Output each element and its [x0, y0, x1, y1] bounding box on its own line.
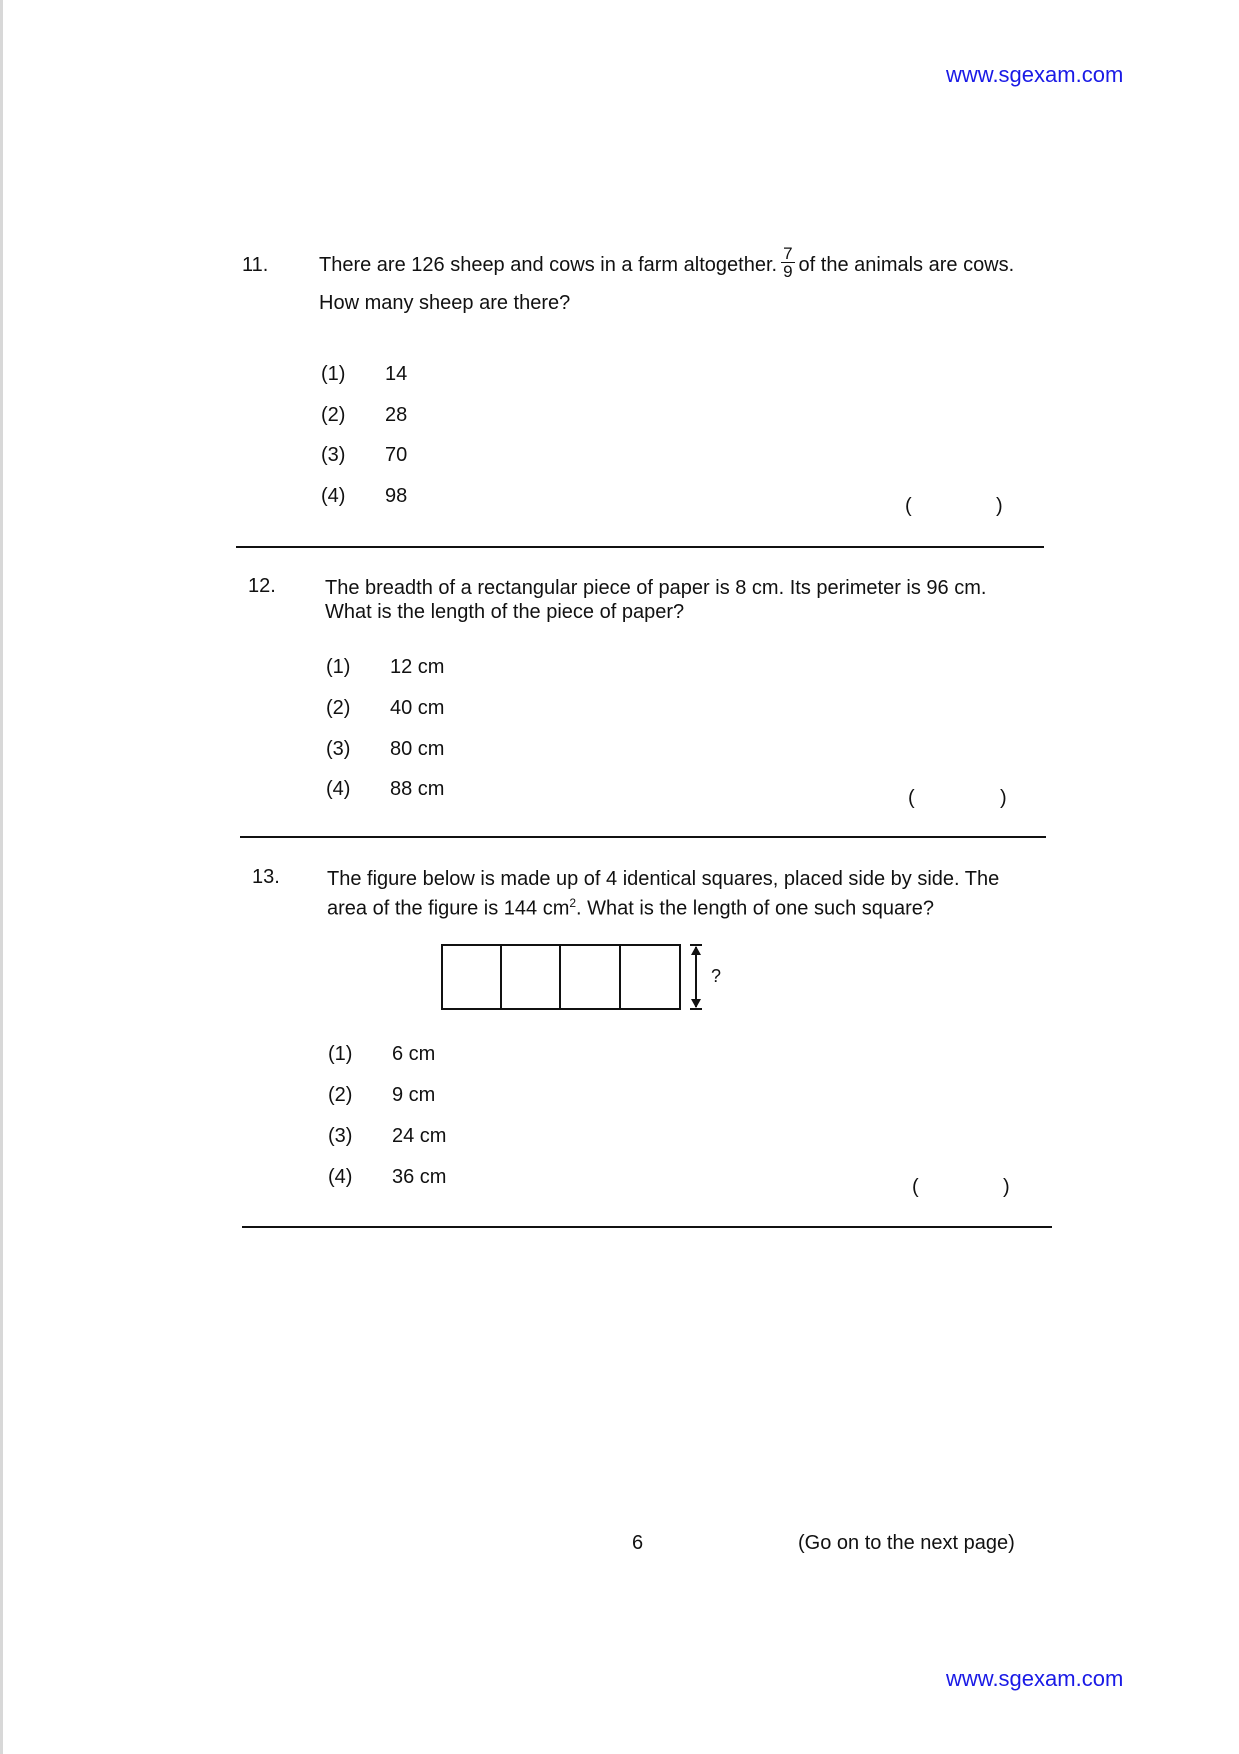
option-label: (4): [326, 778, 351, 800]
option-label: (3): [328, 1125, 353, 1147]
q11-answer-open-paren: (: [905, 495, 912, 517]
divider-after-q12: [240, 836, 1046, 838]
question-11-line2: How many sheep are there?: [319, 292, 571, 314]
option-value: 12 cm: [390, 656, 445, 678]
option-label: (1): [328, 1043, 353, 1065]
question-13-line1: The figure below is made up of 4 identical squares, placed side by side. The: [327, 868, 1000, 890]
option-value: 70: [385, 444, 408, 466]
question-13-line2: [327, 890, 1047, 922]
question-13-number: 13.: [252, 866, 280, 888]
option-value: 88 cm: [390, 778, 445, 800]
dimension-label: ?: [711, 966, 722, 986]
fraction-denominator: 9: [783, 262, 793, 281]
question-11-text-start: There are 126 sheep and cows in a farm altogether.: [319, 253, 778, 276]
four-squares-figure: [441, 944, 741, 1020]
option-label: (4): [321, 485, 346, 507]
option-value: 24 cm: [392, 1125, 447, 1147]
option-label: (3): [326, 738, 351, 760]
q12-answer-close-paren: ): [1000, 787, 1007, 809]
option-value: 6 cm: [392, 1043, 436, 1065]
arrow-up-icon: [691, 946, 701, 955]
q11-answer-close-paren: ): [996, 495, 1003, 517]
option-label: (1): [326, 656, 351, 678]
question-12-line1: The breadth of a rectangular piece of paper is 8 cm. Its perimeter is 96 cm.: [325, 577, 987, 599]
fraction-numerator: 7: [783, 244, 793, 263]
question-11-fraction: [781, 245, 794, 280]
option-label: (2): [326, 697, 351, 719]
question-11-text-end: of the animals are cows.: [798, 253, 1015, 276]
question-11-text: [319, 244, 1039, 283]
question-11-number: 11.: [242, 254, 269, 276]
option-value: 40 cm: [390, 697, 445, 719]
option-label: (2): [321, 404, 346, 426]
option-value: 98: [385, 485, 408, 507]
option-label: (4): [328, 1166, 353, 1188]
option-label: (2): [328, 1084, 353, 1106]
question-12-number: 12.: [248, 575, 276, 597]
option-value: 36 cm: [392, 1166, 447, 1188]
q12-answer-open-paren: (: [908, 787, 915, 809]
superscript-2: 2: [569, 896, 577, 910]
divider-after-q13: [242, 1226, 1052, 1228]
header-site-link[interactable]: www.sgexam.com: [946, 62, 1124, 87]
option-value: 28: [385, 404, 408, 426]
option-value: 14: [385, 363, 408, 385]
question-13-line2-end: . What is the length of one such square?: [576, 897, 935, 920]
page-number: 6: [632, 1532, 644, 1554]
question-13-line2-start: area of the figure is 144 cm: [327, 897, 570, 920]
option-label: (1): [321, 363, 346, 385]
option-value: 9 cm: [392, 1084, 436, 1106]
continue-notice: (Go on to the next page): [798, 1532, 1015, 1554]
footer-site-link[interactable]: www.sgexam.com: [946, 1666, 1124, 1691]
q13-answer-close-paren: ): [1003, 1176, 1010, 1198]
divider-after-q11: [236, 546, 1044, 548]
option-value: 80 cm: [390, 738, 445, 760]
question-12-line2: What is the length of the piece of paper?: [325, 601, 685, 623]
q13-answer-open-paren: (: [912, 1176, 919, 1198]
scan-edge: [0, 0, 3, 1754]
option-label: (3): [321, 444, 346, 466]
arrow-down-icon: [691, 999, 701, 1008]
